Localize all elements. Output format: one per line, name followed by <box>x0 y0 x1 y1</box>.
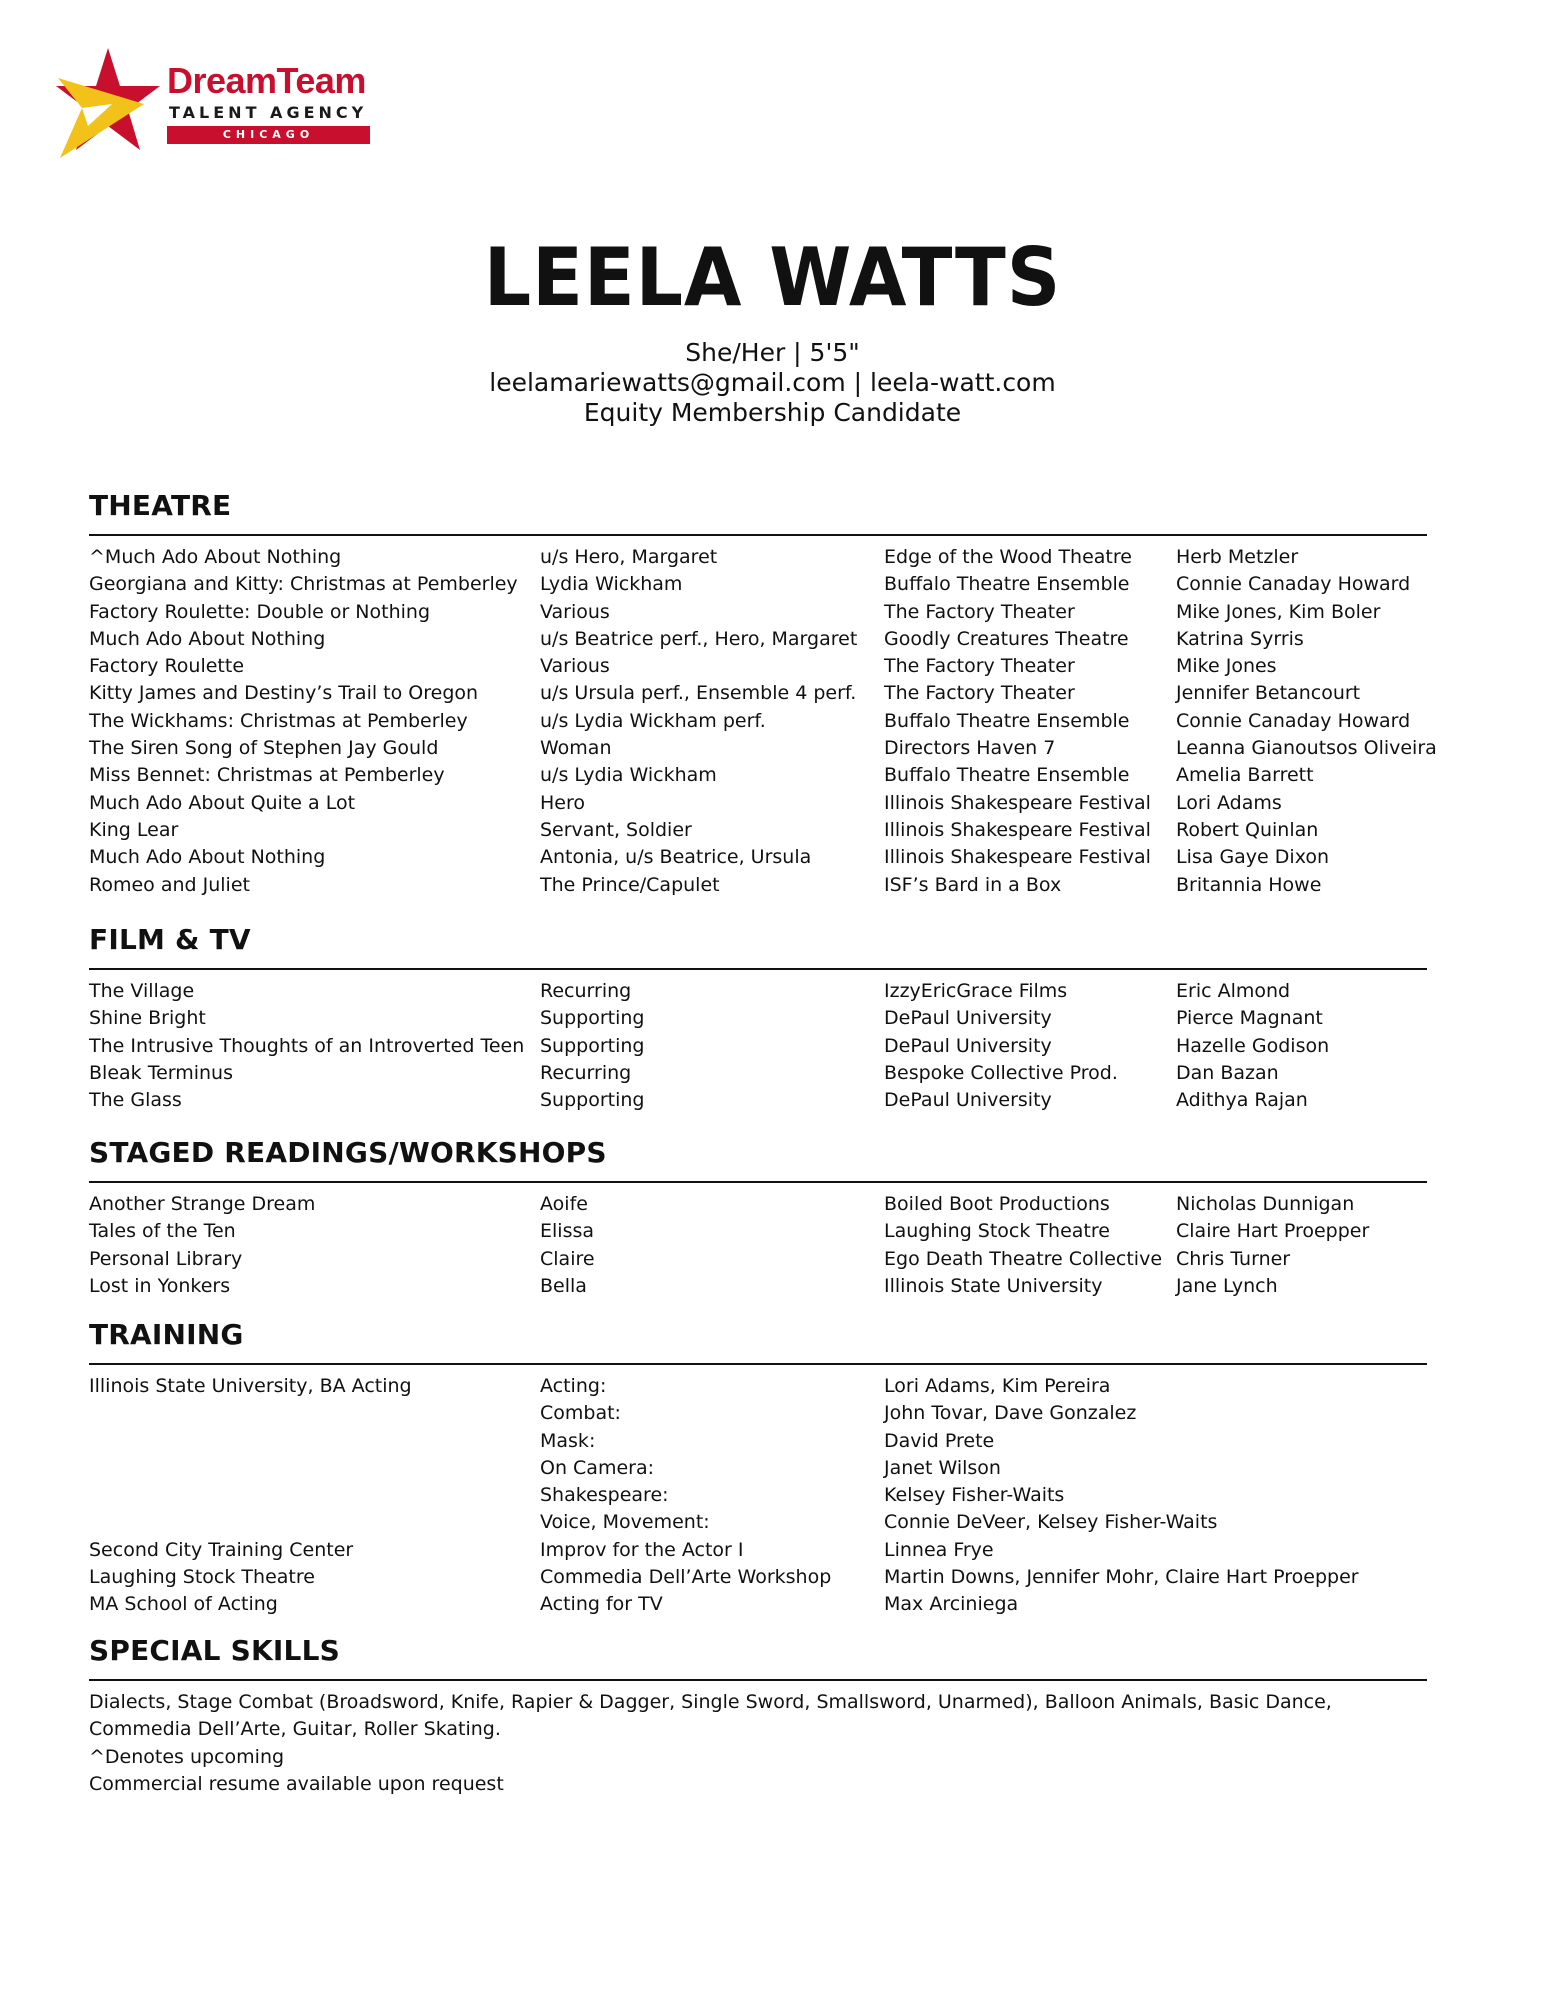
table-row <box>89 1428 1427 1455</box>
section-title: STAGED READINGS/WORKSHOPS <box>89 1136 607 1169</box>
table-row <box>89 1373 1427 1400</box>
table-row <box>89 1005 1427 1032</box>
cell-role: Voice, Movement: <box>540 1511 710 1534</box>
cell-company: Illinois Shakespeare Festival <box>884 846 1151 869</box>
section-divider <box>89 534 1427 536</box>
cell-role: Various <box>540 600 610 623</box>
table-row <box>89 599 1427 626</box>
cell-production: ^Much Ado About Nothing <box>89 546 342 568</box>
credits-table <box>89 978 1427 1114</box>
cell-director: Mike Jones, Kim Boler <box>1176 600 1381 623</box>
table-row <box>89 680 1427 707</box>
cell-production: Georgiana and Kitty: Christmas at Pemberley <box>89 573 518 596</box>
cell-director: Hazelle Godison <box>1176 1034 1330 1057</box>
cell-company: Buffalo Theatre Ensemble <box>884 764 1130 787</box>
table-row <box>89 1033 1427 1060</box>
cell-production: Miss Bennet: Christmas at Pemberley <box>89 764 445 787</box>
cell-production: Second City Training Center <box>89 1538 354 1561</box>
cell-production: Illinois State University, BA Acting <box>89 1375 412 1397</box>
cell-company: Kelsey Fisher-Waits <box>884 1484 1065 1507</box>
cell-production: The Siren Song of Stephen Jay Gould <box>89 737 439 760</box>
cell-production: Lost in Yonkers <box>89 1274 231 1297</box>
logo-brand-city: CHICAGO <box>167 126 370 144</box>
table-row <box>89 544 1427 571</box>
table-row <box>89 1273 1427 1300</box>
section-divider <box>89 968 1427 970</box>
table-row <box>89 1087 1427 1114</box>
cell-company: Illinois Shakespeare Festival <box>884 791 1151 814</box>
film-tv-section <box>89 922 1427 1114</box>
skills-section <box>89 1633 1427 1743</box>
cell-role: The Prince/Capulet <box>540 873 720 896</box>
table-row <box>89 790 1427 817</box>
cell-role: On Camera: <box>540 1456 654 1479</box>
cell-role: Bella <box>540 1274 587 1297</box>
cell-director: Herb Metzler <box>1176 546 1299 568</box>
cell-company: Illinois State University <box>884 1274 1103 1297</box>
cell-director: Robert Quinlan <box>1176 818 1319 841</box>
table-row <box>89 978 1427 1005</box>
table-row <box>89 1591 1427 1618</box>
cell-production: The Glass <box>89 1089 182 1112</box>
table-row <box>89 1564 1427 1591</box>
cell-role: Acting for TV <box>540 1593 663 1616</box>
cell-production: Factory Roulette <box>89 655 245 678</box>
cell-role: Antonia, u/s Beatrice, Ursula <box>540 846 812 869</box>
cell-role: Shakespeare: <box>540 1484 669 1507</box>
section-title: TRAINING <box>89 1318 244 1351</box>
cell-company: Martin Downs, Jennifer Mohr, Claire Hart Proepper <box>884 1566 1359 1589</box>
cell-production: Much Ado About Quite a Lot <box>89 791 356 814</box>
skills-text: Dialects, Stage Combat (Broadsword, Knife, Rapier & Dagger, Single Sword, Smallsword, Unarmed), Balloon Animals, Basic Dance, Commedia Dell’Arte, Guitar, Roller Skating. <box>89 1691 1332 1740</box>
cell-director: Claire Hart Proepper <box>1176 1220 1370 1243</box>
logo-brand-subtitle: TALENT AGENCY <box>169 103 368 122</box>
cell-director: Jane Lynch <box>1176 1274 1278 1297</box>
cell-director: Eric Almond <box>1176 980 1291 1002</box>
cell-director: Mike Jones <box>1176 655 1277 678</box>
cell-company: Edge of the Wood Theatre <box>884 546 1132 568</box>
cell-director: Pierce Magnant <box>1176 1007 1323 1030</box>
cell-company: DePaul University <box>884 1034 1052 1057</box>
union-status: Equity Membership Candidate <box>583 398 962 427</box>
cell-production: Kitty James and Destiny’s Trail to Oregon <box>89 682 479 705</box>
commercial-resume-note: Commercial resume available upon request <box>89 1773 504 1795</box>
cell-role: Lydia Wickham <box>540 573 683 596</box>
cell-company: Linnea Frye <box>884 1538 994 1561</box>
readings-section <box>89 1135 1427 1300</box>
section-title: FILM & TV <box>89 923 251 956</box>
cell-company: Laughing Stock Theatre <box>884 1220 1110 1243</box>
cell-company: Buffalo Theatre Ensemble <box>884 573 1130 596</box>
cell-role: Combat: <box>540 1402 621 1425</box>
cell-company: DePaul University <box>884 1007 1052 1030</box>
table-row <box>89 844 1427 871</box>
cell-production: Bleak Terminus <box>89 1061 234 1084</box>
actor-name: LEELA WATTS <box>483 231 1062 324</box>
table-row <box>89 1537 1427 1564</box>
cell-production: Shine Bright <box>89 1007 206 1030</box>
table-row <box>89 1060 1427 1087</box>
cell-company: Max Arciniega <box>884 1593 1019 1616</box>
training-section <box>89 1317 1427 1619</box>
cell-role: Various <box>540 655 610 678</box>
cell-role: u/s Lydia Wickham <box>540 764 717 787</box>
table-row <box>89 872 1427 899</box>
cell-company: Connie DeVeer, Kelsey Fisher-Waits <box>884 1511 1218 1534</box>
cell-role: u/s Beatrice perf., Hero, Margaret <box>540 627 858 650</box>
cell-company: Goodly Creatures Theatre <box>884 627 1129 650</box>
section-title: SPECIAL SKILLS <box>89 1634 340 1667</box>
cell-role: Woman <box>540 737 612 760</box>
cell-director: Connie Canaday Howard <box>1176 709 1411 732</box>
section-divider <box>89 1181 1427 1183</box>
cell-role: Claire <box>540 1247 595 1270</box>
agency-logo <box>52 46 382 166</box>
cell-role: Hero <box>540 791 585 814</box>
table-row <box>89 1482 1427 1509</box>
table-row <box>89 1509 1427 1536</box>
cell-role: Aoife <box>540 1193 588 1215</box>
cell-production: The Village <box>89 980 195 1002</box>
table-row <box>89 708 1427 735</box>
cell-production: King Lear <box>89 818 179 841</box>
table-row <box>89 1400 1427 1427</box>
cell-director: Lisa Gaye Dixon <box>1176 846 1330 869</box>
cell-company: Janet Wilson <box>884 1456 1001 1479</box>
cell-role: Acting: <box>540 1375 607 1397</box>
table-row <box>89 1218 1427 1245</box>
cell-production: MA School of Acting <box>89 1593 278 1616</box>
logo-brand-name: DreamTeam <box>167 60 366 101</box>
cell-director: Adithya Rajan <box>1176 1089 1308 1112</box>
table-row <box>89 1191 1427 1218</box>
cell-director: Dan Bazan <box>1176 1061 1279 1084</box>
section-divider <box>89 1679 1427 1681</box>
cell-role: Elissa <box>540 1220 595 1243</box>
contact-info: leelamariewatts@gmail.com | leela-watt.com <box>489 368 1056 397</box>
cell-company: David Prete <box>884 1429 995 1452</box>
cell-role: u/s Lydia Wickham perf. <box>540 709 766 732</box>
table-row <box>89 735 1437 762</box>
cell-role: Mask: <box>540 1429 596 1452</box>
cell-role: Improv for the Actor I <box>540 1538 744 1561</box>
credits-table <box>89 544 1437 899</box>
cell-role: Supporting <box>540 1007 645 1030</box>
cell-company: The Factory Theater <box>884 600 1075 623</box>
cell-director: Britannia Howe <box>1176 873 1322 896</box>
cell-production: The Wickhams: Christmas at Pemberley <box>89 709 468 732</box>
cell-director: Nicholas Dunnigan <box>1176 1193 1355 1215</box>
table-row <box>89 1455 1427 1482</box>
table-row <box>89 1246 1427 1273</box>
cell-production: Another Strange Dream <box>89 1193 316 1215</box>
cell-director: Jennifer Betancourt <box>1176 682 1361 705</box>
table-row <box>89 653 1427 680</box>
cell-production: The Intrusive Thoughts of an Introverted Teen <box>89 1034 525 1057</box>
cell-director: Connie Canaday Howard <box>1176 573 1411 596</box>
cell-director: Amelia Barrett <box>1176 764 1314 787</box>
cell-production: Personal Library <box>89 1247 243 1270</box>
cell-company: John Tovar, Dave Gonzalez <box>884 1402 1137 1425</box>
cell-role: Recurring <box>540 980 632 1002</box>
cell-role: Recurring <box>540 1061 632 1084</box>
table-row <box>89 626 1427 653</box>
training-table <box>89 1373 1427 1619</box>
cell-company: Ego Death Theatre Collective <box>884 1247 1163 1270</box>
cell-company: Lori Adams, Kim Pereira <box>884 1375 1111 1397</box>
cell-company: Boiled Boot Productions <box>884 1193 1110 1215</box>
theatre-section <box>89 488 1437 899</box>
cell-company: The Factory Theater <box>884 655 1075 678</box>
table-row <box>89 571 1427 598</box>
cell-company: IzzyEricGrace Films <box>884 980 1068 1002</box>
cell-role: u/s Hero, Margaret <box>540 546 718 568</box>
cell-role: Supporting <box>540 1034 645 1057</box>
cell-company: Directors Haven 7 <box>884 737 1056 760</box>
cell-company: Illinois Shakespeare Festival <box>884 818 1151 841</box>
credits-table <box>89 1191 1427 1300</box>
cell-company: Buffalo Theatre Ensemble <box>884 709 1130 732</box>
contact-block <box>0 338 1545 428</box>
cell-company: Bespoke Collective Prod. <box>884 1061 1118 1084</box>
cell-director: Lori Adams <box>1176 791 1282 814</box>
table-row <box>89 817 1427 844</box>
cell-role: Servant, Soldier <box>540 818 692 841</box>
cell-director: Leanna Gianoutsos Oliveira <box>1176 737 1437 760</box>
cell-company: The Factory Theater <box>884 682 1075 705</box>
footer-notes <box>89 1744 504 1798</box>
upcoming-note: ^Denotes upcoming <box>89 1746 285 1768</box>
cell-role: Commedia Dell’Arte Workshop <box>540 1566 832 1589</box>
cell-director: Katrina Syrris <box>1176 627 1304 650</box>
cell-production: Factory Roulette: Double or Nothing <box>89 600 431 623</box>
cell-company: DePaul University <box>884 1089 1052 1112</box>
table-row <box>89 762 1427 789</box>
cell-director: Chris Turner <box>1176 1247 1291 1270</box>
star-logo-icon <box>52 46 162 161</box>
pronouns-height: She/Her | 5'5" <box>685 338 860 367</box>
section-title: THEATRE <box>89 489 232 522</box>
cell-production: Romeo and Juliet <box>89 873 250 896</box>
cell-role: u/s Ursula perf., Ensemble 4 perf. <box>540 682 857 705</box>
cell-company: ISF’s Bard in a Box <box>884 873 1062 896</box>
cell-production: Much Ado About Nothing <box>89 846 326 869</box>
cell-role: Supporting <box>540 1089 645 1112</box>
section-divider <box>89 1363 1427 1365</box>
cell-production: Laughing Stock Theatre <box>89 1566 315 1589</box>
cell-production: Much Ado About Nothing <box>89 627 326 650</box>
cell-production: Tales of the Ten <box>89 1220 236 1243</box>
